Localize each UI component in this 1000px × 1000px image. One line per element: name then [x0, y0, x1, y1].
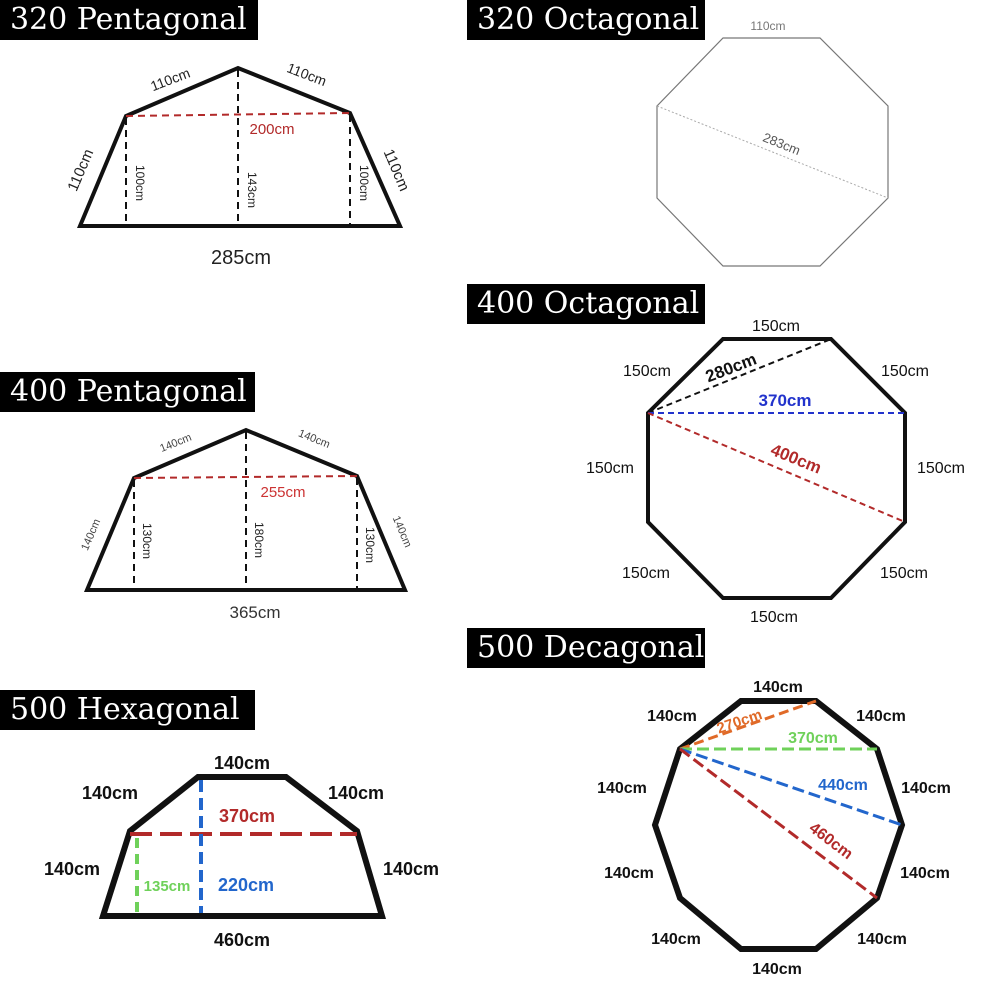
side-lower-right-label: 150cm: [879, 565, 929, 582]
height-left-label: 100cm: [133, 164, 147, 202]
height-blue-label: 220cm: [217, 875, 275, 895]
side-upper-right-label: 150cm: [880, 363, 930, 380]
side-top-label: 140cm: [213, 753, 271, 773]
diagonal-460-line: [680, 749, 877, 898]
side-right-label: 140cm: [382, 859, 440, 879]
height-right-label: 130cm: [363, 526, 377, 564]
roof-left-label: 110cm: [148, 64, 193, 95]
side-lower-left-label: 150cm: [621, 565, 671, 582]
side-mid-left-label: 140cm: [597, 780, 647, 797]
width-label: 370cm: [218, 806, 276, 826]
side-bot-right-label: 140cm: [857, 931, 907, 948]
side-right-label: 110cm: [379, 146, 413, 194]
width-line: [134, 476, 357, 478]
title-500-hexagonal: 500 Hexagonal: [0, 690, 255, 730]
height-green-label: 135cm: [143, 878, 191, 895]
side-right-label: 150cm: [916, 460, 966, 477]
title-320-octagonal: 320 Octagonal: [467, 0, 705, 40]
height-center-label: 143cm: [245, 171, 259, 209]
side-low-right-label: 140cm: [900, 865, 950, 882]
title-320-pentagonal: 320 Pentagonal: [0, 0, 258, 40]
side-left-label: 140cm: [43, 859, 101, 879]
base-label: 460cm: [213, 930, 271, 950]
diagonal-400-line: [648, 413, 905, 522]
title-500-decagonal: 500 Decagonal: [467, 628, 705, 668]
side-label: 110cm: [750, 19, 786, 33]
diagonal-440-label: 440cm: [818, 777, 868, 794]
roof-right-label: 110cm: [284, 59, 329, 90]
diagram-320-octagonal: [657, 19, 888, 266]
diagonal-line: [657, 106, 888, 198]
width-label: 200cm: [249, 121, 295, 138]
width-line: [126, 113, 350, 116]
side-right-label: 140cm: [389, 514, 414, 550]
side-upper-right-label: 140cm: [327, 783, 385, 803]
roof-right-label: 140cm: [296, 427, 332, 451]
diagram-500-decagonal: [597, 679, 951, 978]
diagonal-280-label: 280cm: [702, 349, 760, 387]
diagonal-370-label: 370cm: [758, 391, 812, 410]
diagram-400-pentagonal: [79, 427, 413, 622]
diagonal-460-label: 460cm: [805, 819, 856, 864]
diagonal-400-label: 400cm: [767, 440, 825, 478]
base-label: 365cm: [229, 603, 281, 622]
side-top-label: 150cm: [751, 318, 801, 335]
diagonal-270-label: 270cm: [714, 706, 765, 738]
side-top-label: 140cm: [753, 679, 803, 696]
height-left-label: 130cm: [140, 522, 154, 560]
height-right-label: 100cm: [357, 164, 371, 202]
side-upper-left-label: 140cm: [81, 783, 139, 803]
diagonal-440-line: [680, 749, 902, 825]
side-upper-left-label: 140cm: [647, 708, 697, 725]
side-left-label: 140cm: [79, 517, 104, 553]
side-left-label: 150cm: [585, 460, 635, 477]
base-label: 285cm: [210, 247, 272, 269]
height-center-label: 180cm: [252, 521, 266, 559]
diagram-320-pentagonal: [64, 60, 412, 269]
octagon-outline: [648, 339, 905, 598]
title-400-octagonal: 400 Octagonal: [467, 284, 705, 324]
width-label: 255cm: [260, 484, 306, 501]
side-upper-right-label: 140cm: [856, 708, 906, 725]
side-bottom-label: 150cm: [749, 609, 799, 626]
pentagon-outline: [80, 68, 400, 226]
side-mid-right-label: 140cm: [901, 780, 951, 797]
title-400-pentagonal: 400 Pentagonal: [0, 372, 255, 412]
side-low-left-label: 140cm: [604, 865, 654, 882]
side-left-label: 110cm: [64, 146, 98, 194]
side-bottom-label: 140cm: [752, 961, 802, 978]
diagram-500-hexagonal: [44, 753, 439, 950]
side-bot-left-label: 140cm: [651, 931, 701, 948]
diagonal-label: 283cm: [760, 129, 803, 159]
diagram-400-octagonal: [586, 318, 965, 626]
diagonal-370-label: 370cm: [788, 730, 838, 747]
roof-left-label: 140cm: [158, 431, 194, 455]
side-upper-left-label: 150cm: [622, 363, 672, 380]
